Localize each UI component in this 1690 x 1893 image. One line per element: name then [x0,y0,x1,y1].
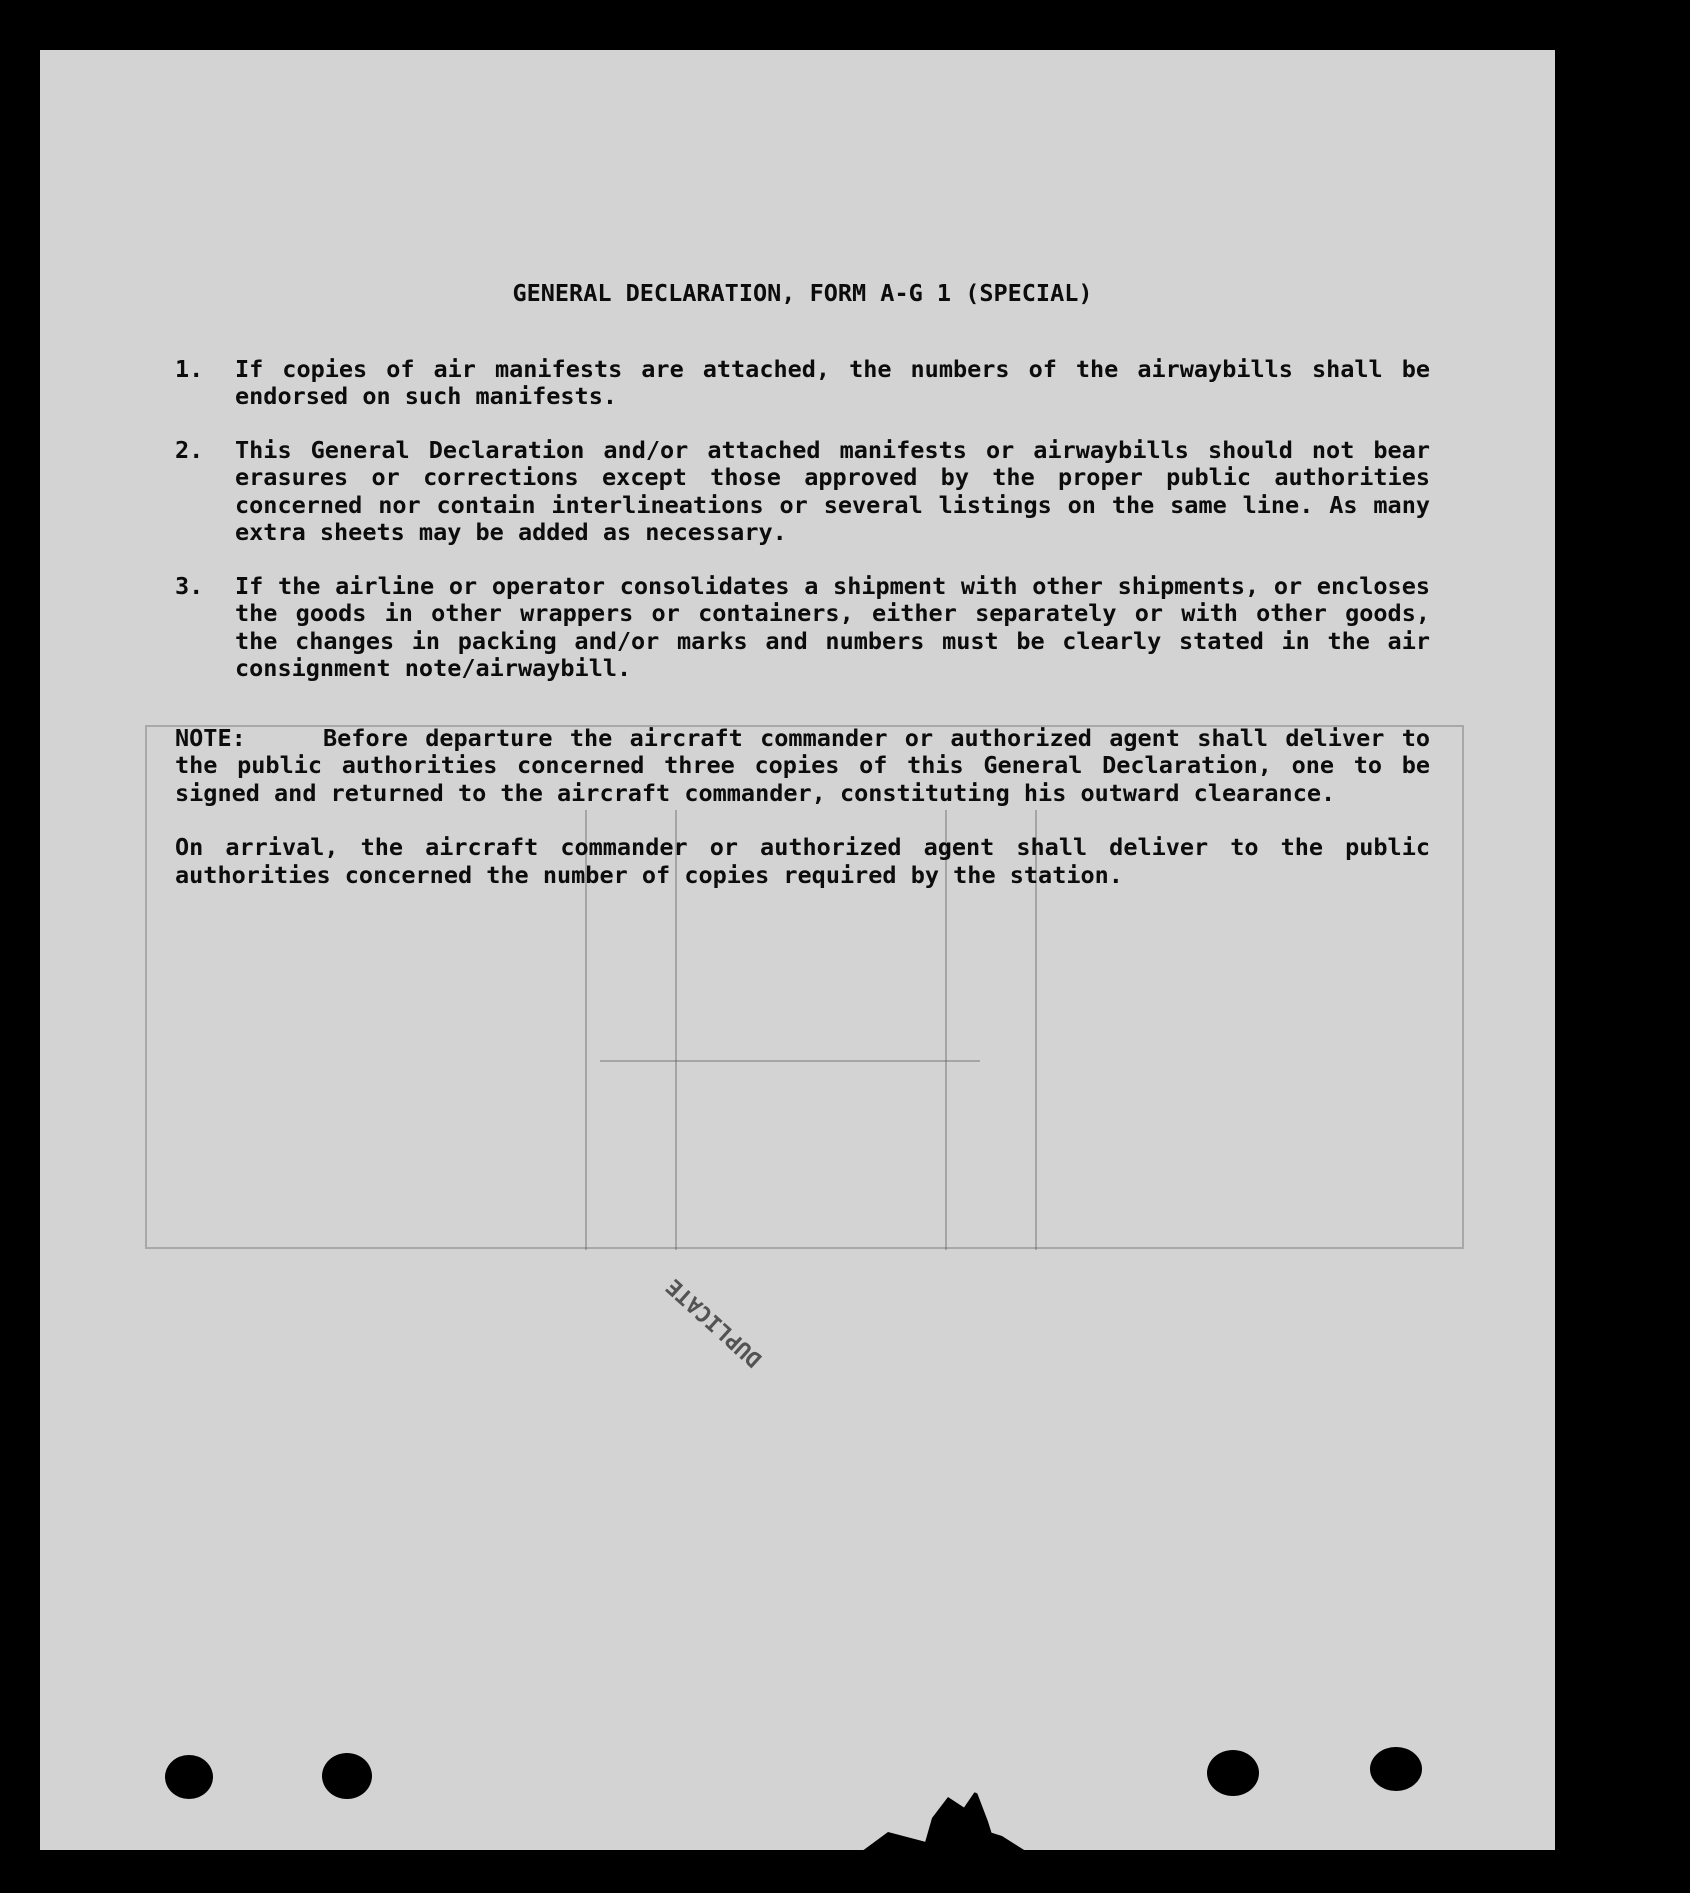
item-number: 3. [175,571,204,600]
item-number: 2. [175,435,204,464]
document-body [175,280,1430,889]
arrival-paragraph: On arrival, the aircraft commander or authorized agent shall deliver to the public authorities concerned the number of copies required by the station. [175,833,1430,889]
punch-hole [1370,1747,1422,1791]
note-label: NOTE: [175,723,246,752]
item-number: 1. [175,354,204,383]
punch-hole [165,1755,213,1799]
note-paragraph [175,725,1430,808]
item-text: If the airline or operator consolidates a shipment with other shipments, or encloses the goods in other wrappers or containers, either separately or with other goods, the changes in packing and/or marks and numbers must be clearly stated in the air consignment note/airwaybill. [235,571,1430,682]
item-text: If copies of air manifests are attached, the numbers of the airwaybills shall be endorsed on such manifests. [235,354,1430,410]
instruction-item-2 [175,437,1430,547]
bleed-through-line [600,1060,980,1062]
item-text: This General Declaration and/or attached manifests or airwaybills should not bear erasures or corrections except those approved by the proper public authorities concerned nor contain interlineations or several listings on the same line. As many extra sheets may be added as necessary. [235,435,1430,546]
duplicate-stamp: DUPLICATE [661,1273,768,1372]
document-title: GENERAL DECLARATION, FORM A-G 1 (SPECIAL) [512,279,1093,307]
punch-hole [1207,1750,1259,1796]
instruction-item-3 [175,573,1430,683]
instruction-item-1 [175,356,1430,411]
note-text: Before departure the aircraft commander or authorized agent shall deliver to the public authorities concerned three copies of this General Declaration, one to be signed and returned to the aircraft commander, constituting his outward clearance. [175,723,1430,807]
punch-hole [322,1753,372,1799]
